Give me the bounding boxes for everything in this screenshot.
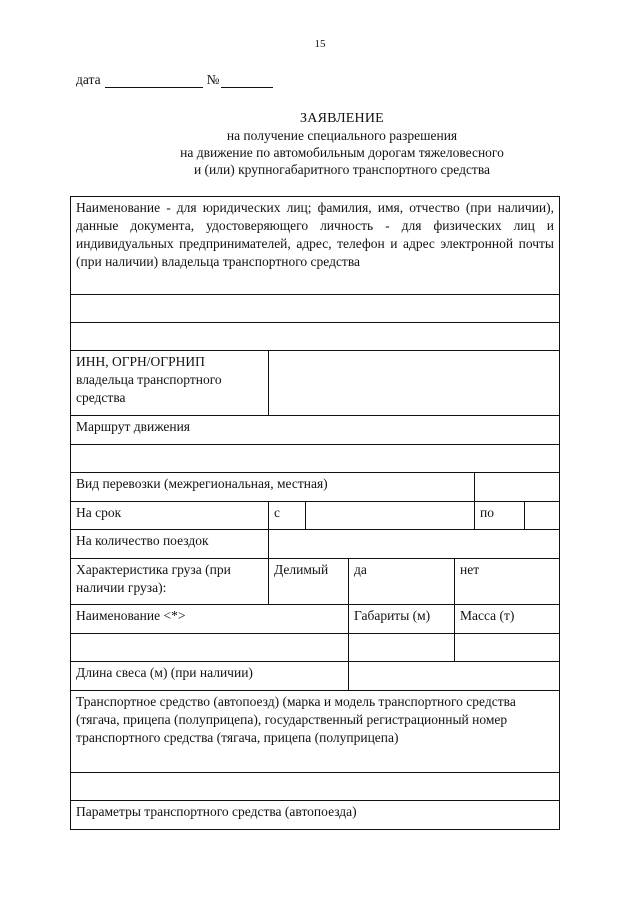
cargo-characteristic-label: Характеристика груза (при наличии груза): [71, 559, 269, 605]
date-number-line [76, 72, 277, 88]
title-line-2: на движение по автомобильным дорогам тяжеловесного [180, 145, 504, 160]
number-label: № [206, 72, 220, 87]
cargo-name-label: Наименование <*> [71, 605, 349, 634]
vehicle-field[interactable] [71, 773, 560, 801]
owner-name-field-1[interactable] [71, 295, 560, 323]
inn-label: ИНН, ОГРН/ОГРНИП владельца транспортного средства [71, 351, 269, 416]
divisible-label: Делимый [269, 559, 349, 605]
divisible-yes-option[interactable]: да [349, 559, 455, 605]
term-label: На срок [71, 502, 269, 530]
inn-field[interactable] [269, 351, 560, 416]
term-to-label: по [475, 502, 525, 530]
overhang-label: Длина свеса (м) (при наличии) [71, 662, 349, 691]
trips-label: На количество поездок [71, 530, 269, 559]
vehicle-label: Транспортное средство (автопоезд) (марка и модель транспортного средства (тягача, прицепа (полуприцепа), государственный регистрационный номер транспортного средства (тягача, прицепа (полуприцепа) [71, 691, 560, 773]
term-to-field[interactable] [525, 502, 560, 530]
page-number: 15 [314, 38, 326, 50]
application-form-table [70, 196, 560, 830]
title-heading: ЗАЯВЛЕНИЕ [300, 111, 384, 126]
owner-name-label: Наименование - для юридических лиц; фамилия, имя, отчество (при наличии), данные документа, удостоверяющего личность - для физических лиц и индивидуальных предпринимателей, адрес, телефон и адрес электронной почты (при наличии) владельца транспортного средства [71, 197, 560, 295]
document-title [100, 110, 584, 178]
title-line-3: и (или) крупногабаритного транспортного средства [193, 162, 491, 177]
mass-label: Масса (т) [455, 605, 560, 634]
divisible-no-option[interactable]: нет [455, 559, 560, 605]
trips-field[interactable] [269, 530, 560, 559]
title-line-1: на получение специального разрешения [226, 128, 458, 143]
transport-type-field[interactable] [475, 473, 560, 502]
cargo-name-field[interactable] [71, 634, 349, 662]
dimensions-field[interactable] [349, 634, 455, 662]
transport-type-label: Вид перевозки (межрегиональная, местная) [71, 473, 475, 502]
number-blank[interactable] [221, 75, 273, 88]
date-label: дата [76, 72, 101, 87]
term-from-field[interactable] [306, 502, 475, 530]
vehicle-params-label: Параметры транспортного средства (автопоезда) [71, 801, 560, 830]
owner-name-field-2[interactable] [71, 323, 560, 351]
route-field[interactable] [71, 445, 560, 473]
route-label: Маршрут движения [71, 416, 560, 445]
dimensions-label: Габариты (м) [349, 605, 455, 634]
date-blank[interactable] [105, 75, 203, 88]
term-from-label: с [269, 502, 306, 530]
overhang-field[interactable] [349, 662, 560, 691]
mass-field[interactable] [455, 634, 560, 662]
